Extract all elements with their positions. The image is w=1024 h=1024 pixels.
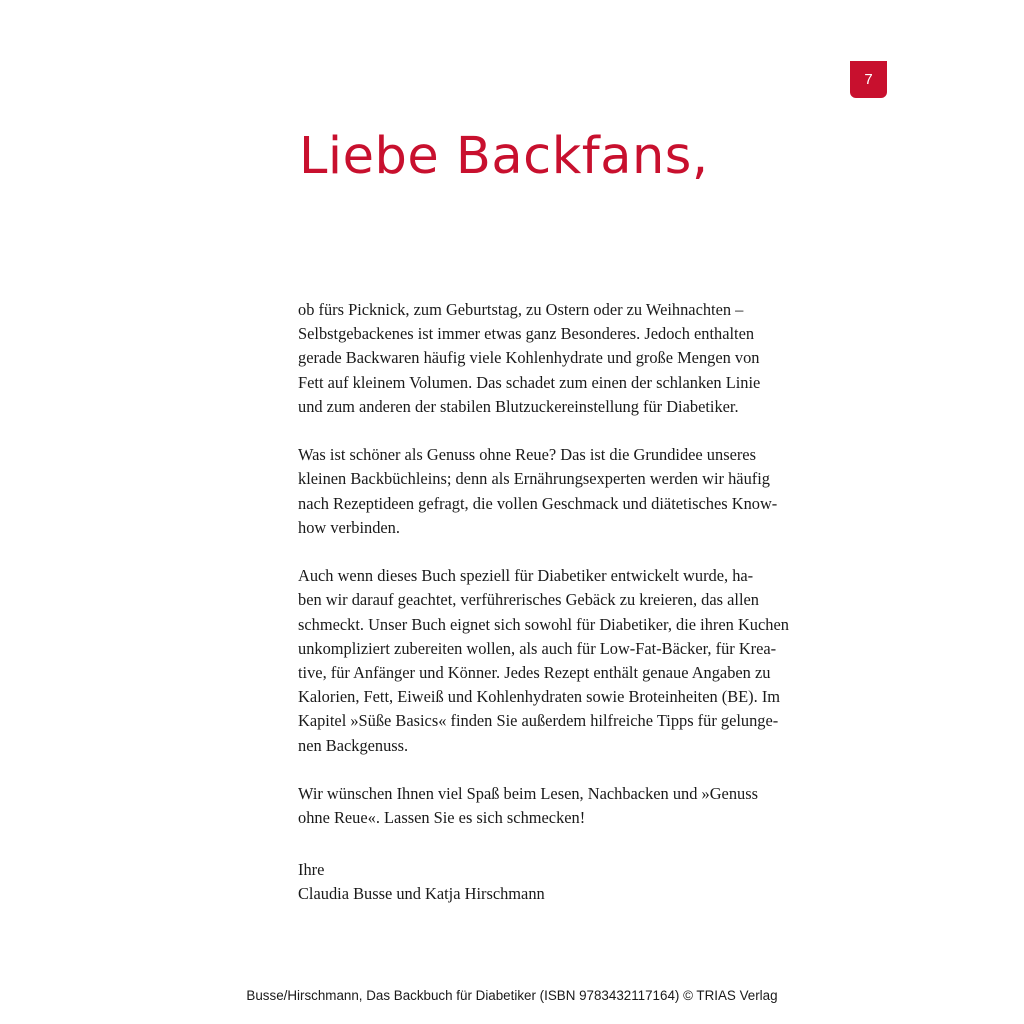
text-line: Fett auf kleinem Volumen. Das schadet zum einen der schlanken Linie <box>298 372 761 392</box>
text-line: Kalorien, Fett, Eiweiß und Kohlenhydraten sowie Broteinheiten (BE). Im <box>298 687 781 707</box>
text-line: gerade Backwaren häufig viele Kohlenhydrate und große Mengen von <box>298 348 760 368</box>
text-line: nen Backgenuss. <box>298 735 409 755</box>
text-line: ben wir darauf geachtet, verführerisches Gebäck zu kreieren, das allen <box>298 590 759 610</box>
page-number-badge <box>850 61 887 98</box>
text-line: kleinen Backbüchleins; denn als Ernährungsexperten werden wir häufig <box>298 469 770 489</box>
text-line: how verbinden. <box>298 517 400 537</box>
text-line: Selbstgebackenes ist immer etwas ganz Besonderes. Jedoch enthalten <box>298 324 755 344</box>
paragraph-4 <box>298 782 843 830</box>
text-line: tive, für Anfänger und Könner. Jedes Rezept enthält genaue Angaben zu <box>298 663 771 683</box>
text-line: nach Rezeptideen gefragt, die vollen Geschmack und diätetisches Know- <box>298 493 778 513</box>
text-line: schmeckt. Unser Buch eignet sich sowohl für Diabetiker, die ihren Kuchen <box>298 614 789 634</box>
signature-authors: Claudia Busse und Katja Hirschmann <box>298 884 545 904</box>
page-heading: Liebe Backfans, <box>299 127 709 186</box>
paragraph-1 <box>298 298 843 419</box>
paragraph-2 <box>298 443 843 540</box>
text-line: unkompliziert zubereiten wollen, als auch für Low-Fat-Bäcker, für Krea- <box>298 638 777 658</box>
text-line: Was ist schöner als Genuss ohne Reue? Das ist die Grundidee unseres <box>298 445 756 465</box>
text-line: und zum anderen der stabilen Blutzuckereinstellung für Diabetiker. <box>298 396 739 416</box>
signature-block <box>298 858 545 906</box>
text-line: Auch wenn dieses Buch speziell für Diabetiker entwickelt wurde, ha- <box>298 566 754 586</box>
page-number: 7 <box>864 71 873 88</box>
text-line: Wir wünschen Ihnen viel Spaß beim Lesen, Nachbacken und »Genuss <box>298 784 758 804</box>
copyright-footer: Busse/Hirschmann, Das Backbuch für Diabetiker (ISBN 9783432117164) © TRIAS Verlag <box>246 988 778 1003</box>
text-line: Kapitel »Süße Basics« finden Sie außerdem hilfreiche Tipps für gelunge- <box>298 711 779 731</box>
paragraph-3 <box>298 564 843 758</box>
letter-body <box>298 298 843 855</box>
text-line: ob fürs Picknick, zum Geburtstag, zu Ostern oder zu Weihnachten – <box>298 300 744 319</box>
text-line: ohne Reue«. Lassen Sie es sich schmecken! <box>298 808 586 828</box>
signature-closing: Ihre <box>298 860 325 879</box>
